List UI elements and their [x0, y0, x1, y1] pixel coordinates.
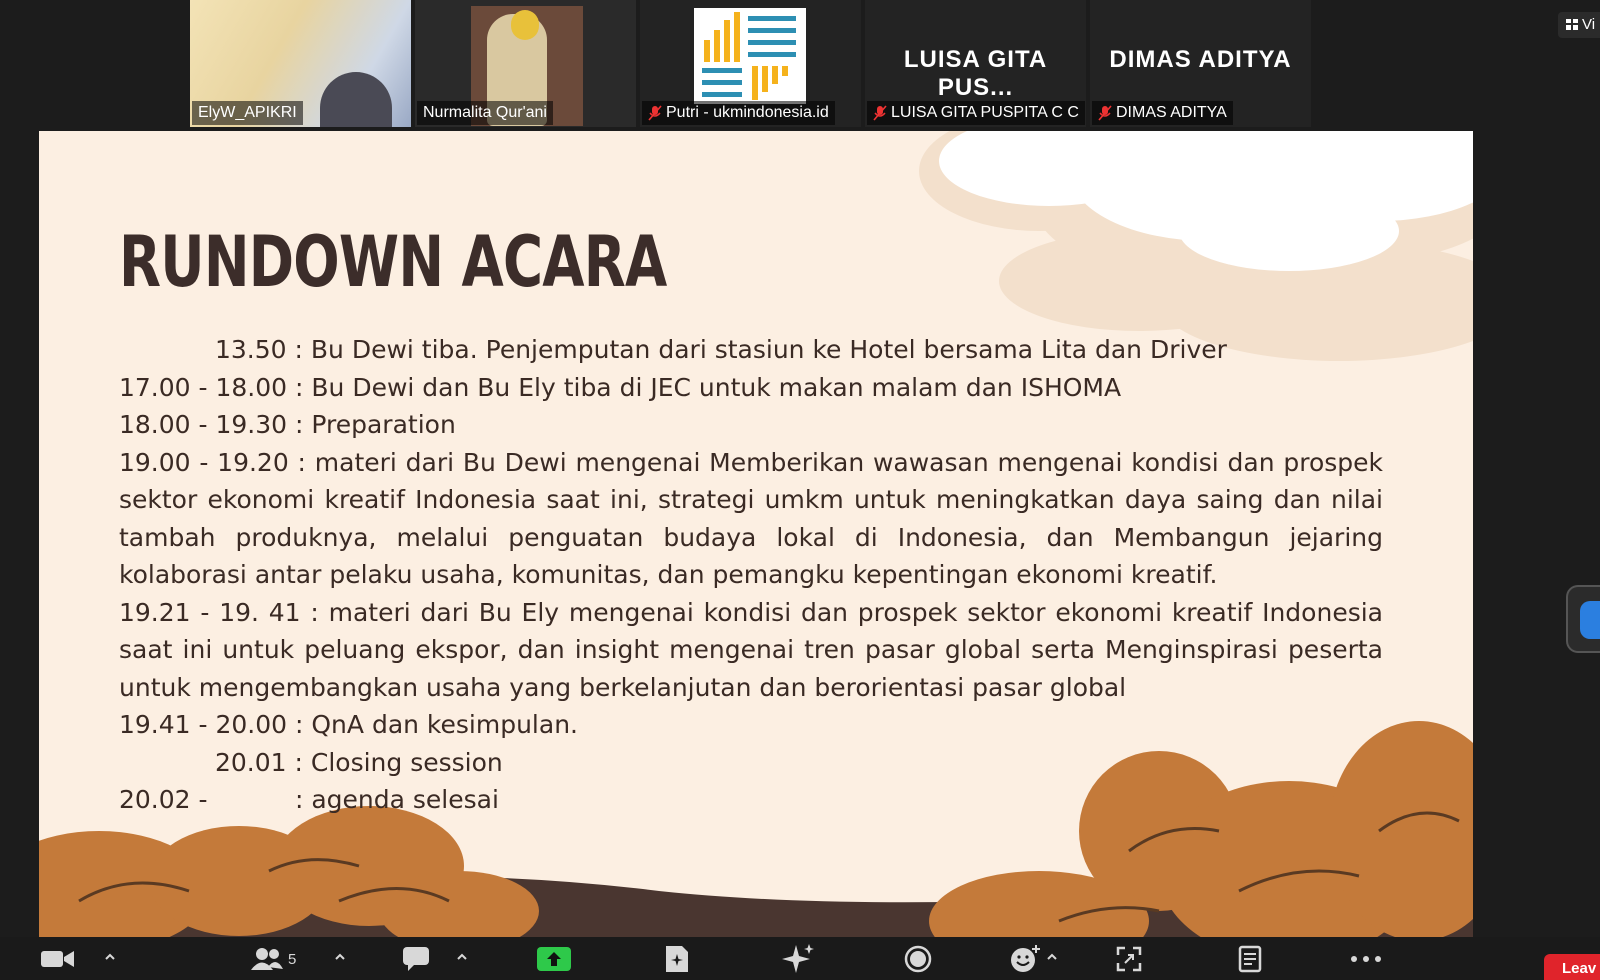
reactions-icon — [1010, 944, 1042, 974]
rundown-item — [119, 406, 1383, 444]
chat-icon — [402, 946, 430, 972]
rundown-item — [119, 781, 1383, 819]
rundown-text: QnA dan kesimpulan. — [311, 710, 578, 739]
apps-button[interactable] — [664, 945, 690, 973]
participant-display-name: DIMAS ADITYA — [1109, 46, 1292, 73]
participant-tile-dimas[interactable] — [1090, 0, 1311, 127]
chevron-up-icon[interactable] — [1046, 951, 1058, 963]
rundown-time: 17.00 - 18.00 : — [119, 372, 312, 402]
record-button[interactable] — [904, 945, 932, 973]
rundown-text: agenda selesai — [311, 785, 499, 814]
rundown-item — [119, 444, 1383, 594]
rundown-item — [119, 331, 1383, 369]
rundown-time: 20.01 : — [215, 747, 311, 777]
participant-name: Nurmalita Qur'ani — [417, 101, 553, 125]
rundown-text: materi dari Bu Ely mengenai kondisi dan prospek sektor ekonomi kreatif Indonesia saat ini untuk peluang ekspor, dan insight mengenai tren pasar global serta Menginspirasi peserta untuk mengembangkan usaha yang berkelanjutan dan berorientasi pasar global — [119, 597, 1383, 702]
grid-icon — [1566, 19, 1578, 30]
rundown-text: Preparation — [311, 410, 456, 439]
view-label: Vi — [1582, 16, 1596, 33]
rundown-time: 19.00 - 19.20 : — [119, 447, 315, 477]
chevron-up-icon[interactable] — [334, 951, 346, 963]
breakout-button[interactable] — [1116, 945, 1142, 973]
rundown-time: 19.41 - 20.00 : — [119, 710, 312, 739]
rundown-item — [119, 369, 1383, 407]
rundown-time: 19.21 - 19. 41 : — [119, 597, 329, 627]
video-camera-icon — [40, 948, 76, 970]
rundown-text: Bu Dewi tiba. Penjemputan dari stasiun ke Hotel bersama Lita dan Driver — [310, 335, 1227, 364]
chevron-up-icon[interactable] — [104, 951, 116, 963]
participant-display-name: LUISA GITA PUS... — [903, 46, 1048, 101]
more-icon — [1350, 955, 1382, 963]
chat-button[interactable] — [402, 945, 430, 973]
participant-name: DIMAS ADITYA — [1092, 101, 1233, 125]
leave-button[interactable]: Leav — [1544, 954, 1600, 980]
share-screen-button[interactable] — [537, 945, 571, 973]
video-button[interactable] — [40, 945, 76, 973]
participant-tile-elyw[interactable] — [190, 0, 411, 127]
rundown-time: 13.50 : — [215, 335, 311, 364]
shared-screen-slide — [39, 131, 1473, 937]
rundown-time: 20.02 - : — [119, 785, 312, 814]
participant-name: Putri - ukmindonesia.id — [642, 101, 835, 125]
side-panel-tab[interactable] — [1566, 585, 1600, 653]
mic-muted-icon — [873, 105, 887, 121]
participants-icon — [250, 947, 284, 971]
participant-name: LUISA GITA PUSPITA C C — [867, 101, 1085, 125]
notes-button[interactable] — [1238, 945, 1262, 973]
rundown-time: 18.00 - 19.30 : — [119, 410, 312, 439]
rundown-text: Bu Dewi dan Bu Ely tiba di JEC untuk makan malam dan ISHOMA — [311, 372, 1122, 402]
rundown-item — [119, 594, 1383, 707]
view-button[interactable] — [1558, 12, 1600, 38]
chevron-up-icon[interactable] — [456, 951, 468, 963]
mic-muted-icon — [648, 105, 662, 121]
participant-tile-luisa[interactable] — [865, 0, 1086, 127]
participants-count: 5 — [288, 950, 297, 968]
whiteboard-icon — [1580, 601, 1600, 639]
meeting-toolbar — [0, 937, 1600, 980]
record-icon — [904, 945, 932, 973]
rundown-item — [119, 744, 1383, 782]
apps-icon — [664, 944, 690, 974]
ai-companion-button[interactable] — [782, 945, 816, 973]
slide-title: RUNDOWN ACARA — [119, 221, 667, 303]
participant-name: ElyW_APIKRI — [192, 101, 303, 125]
mic-muted-icon — [1098, 105, 1112, 121]
rundown-text: materi dari Bu Dewi mengenai Memberikan wawasan mengenai kondisi dan prospek sektor ekonomi kreatif Indonesia saat ini, strategi umkm untuk meningkatkan daya saing dan nilai tambah produknya, melalui penguatan budaya lokal di Indonesia, dan Membangun jejaring kolaborasi antar pelaku usaha, komunitas, dan pemangku kepentingan ekonomi kreatif. — [119, 447, 1383, 589]
participant-tile-putri[interactable] — [640, 0, 861, 127]
participants-button[interactable] — [250, 945, 296, 973]
share-screen-icon — [537, 947, 571, 971]
notes-icon — [1238, 945, 1262, 973]
reactions-button[interactable] — [1010, 945, 1042, 973]
rundown-item — [119, 706, 1383, 744]
participant-tile-nurmalita[interactable] — [415, 0, 636, 127]
rundown-list — [119, 331, 1383, 819]
rundown-text: Closing session — [310, 747, 503, 777]
ukm-indonesia-logo — [694, 8, 806, 104]
participant-strip — [190, 0, 1311, 129]
ai-companion-icon — [782, 943, 816, 975]
breakout-icon — [1116, 946, 1142, 972]
more-button[interactable] — [1350, 945, 1382, 973]
